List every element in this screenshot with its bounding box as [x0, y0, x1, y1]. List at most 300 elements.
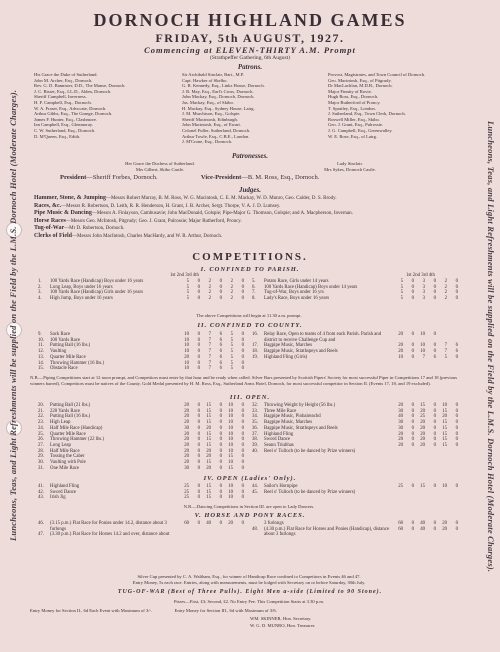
prize-value: 6	[219, 343, 222, 349]
prize-value: 2	[208, 290, 211, 296]
prize-value: 60	[398, 526, 403, 532]
prize-value: 0	[197, 414, 200, 420]
patron-name: D. M'Queen, Esq., Edith.	[34, 133, 81, 139]
section-5-note-2: Entry Money, 5s each race. Entries, along with measurements, must be lodged with Secretary on or before Saturday, 30th July.	[132, 580, 366, 585]
prize-value: 10	[228, 437, 233, 443]
prize-value: 0	[241, 290, 244, 296]
prize-value: 0	[433, 279, 436, 284]
prize-value: 15	[206, 420, 211, 426]
prize-value: 3	[422, 284, 425, 290]
event-prizes	[392, 490, 458, 496]
patron-name: J. C. Bisset, Esq., LL.D., Alden, Dornoch.	[34, 88, 112, 94]
prize-value: 0	[241, 495, 244, 501]
patron-name: J. G. Campbell, Esq., Greenwalley.	[328, 127, 393, 133]
prize-value: 0	[219, 454, 222, 460]
event-row	[252, 332, 464, 343]
prize-value: 0	[455, 521, 458, 526]
event-number: 23.	[38, 420, 44, 426]
event-name: Tossing the Caber	[50, 454, 85, 460]
prize-value: 7	[444, 343, 447, 349]
prize-value: 0	[219, 425, 222, 431]
judge-line	[34, 203, 466, 211]
prize-value: 5	[186, 284, 189, 290]
prize-value: 0	[455, 403, 458, 408]
prize-value: 30	[184, 465, 189, 471]
event-row	[38, 296, 250, 302]
patron-name: T. Spratley, Esq., London.	[328, 105, 376, 111]
event-name: 100 Yards Race (Handicap) Boys under 16 years	[50, 279, 144, 284]
prize-value: 0	[241, 366, 244, 372]
hon-treasurer: W. G. D. MUNRO, Hon. Treasurer.	[250, 623, 316, 628]
patroness-1: Her Grace the Duchess of Sutherland.	[125, 161, 195, 166]
event-name: High Leap	[50, 420, 71, 426]
prize-value: 15	[420, 484, 425, 489]
patron-name: Sheriff Macintosh, Edinburgh.	[182, 116, 238, 122]
judge-line	[34, 210, 466, 218]
prize-value: 0	[219, 460, 222, 466]
event-number: 20.	[38, 403, 44, 408]
event-row	[38, 495, 250, 501]
prize-value: 15	[442, 425, 447, 431]
prize-value: 6	[219, 366, 222, 372]
event-number: 38.	[252, 437, 258, 443]
prize-value: 0	[433, 296, 436, 302]
event-date: FRIDAY, 5th AUGUST, 1927.	[155, 31, 345, 45]
prize-value: 0	[433, 484, 436, 489]
patron-name: John Macintosh, Esq., of Ewart.	[182, 122, 241, 128]
prize-value: 2	[230, 296, 233, 302]
event-name: Highland Fling	[264, 431, 294, 437]
prize-head-left: 1st 2nd 3rd 4th	[170, 273, 199, 278]
event-number: 45.	[252, 489, 258, 495]
prize-value: 20	[184, 354, 189, 360]
patron-name: Geo. J. Grant, Esq., Pulrossie.	[328, 122, 384, 128]
prize-value: 10	[228, 484, 233, 489]
patron-name: Dr MacLachlan, M.D.B., Dornoch.	[328, 83, 393, 89]
prize-value: 6	[455, 343, 458, 349]
event-row	[38, 532, 250, 538]
prize-value: 0	[241, 425, 244, 431]
event-number: 6.	[252, 284, 256, 290]
prize-value: 20	[420, 437, 425, 443]
patron-name: Major Finnity of Rovie.	[328, 88, 372, 94]
prize-value: 5	[400, 284, 403, 290]
prize-value: 3	[422, 290, 425, 296]
prize-value: 10	[442, 403, 447, 408]
prize-value: 0	[411, 343, 414, 349]
prize-value: 15	[442, 408, 447, 414]
event-name: Bagpipe Music, Marches	[264, 420, 313, 426]
event-name: Three Mile Race	[264, 408, 297, 414]
vice-president-name: —B. M. Ross, Esq., Dornoch.	[241, 174, 320, 181]
prize-value: 20	[184, 414, 189, 420]
event-prizes	[178, 521, 244, 532]
prize-value: 0	[197, 349, 200, 355]
patron-name: Hugh Ross, Esq., Dornoch.	[328, 94, 379, 100]
prize-value: 0	[433, 343, 436, 349]
prize-value: 15	[206, 414, 211, 420]
prize-value: 0	[241, 332, 244, 337]
prize-value: 0	[197, 290, 200, 296]
prize-value: 0	[241, 408, 244, 414]
prize-value: 10	[228, 489, 233, 495]
prize-value: 20	[184, 448, 189, 454]
prize-value: 0	[241, 420, 244, 426]
prize-value: 10	[228, 431, 233, 437]
prize-value: 0	[241, 349, 244, 355]
event-name: Half Mile Race (Handicap)	[50, 425, 103, 431]
event-number: 2.	[38, 284, 42, 290]
prize-value: 7	[208, 366, 211, 372]
event-number: 39.	[252, 442, 258, 448]
patron-name: Arthur Gibbs, Esq., The Grange, Dornoch.	[34, 111, 113, 117]
event-number: 26.	[38, 437, 44, 443]
prize-value: 15	[206, 442, 211, 448]
judge-category: Pipe Music & Dancing	[34, 210, 92, 216]
prize-value: 0	[219, 437, 222, 443]
prize-value: 0	[455, 354, 458, 360]
event-row	[252, 449, 464, 455]
prize-value: 0	[197, 296, 200, 302]
event-row	[252, 490, 464, 496]
patron-name: His Grace the Duke of Sutherland.	[34, 72, 98, 77]
prize-value: 20	[398, 403, 403, 408]
event-row	[38, 366, 250, 372]
prize-value: 7	[444, 349, 447, 355]
event-prizes	[392, 296, 458, 302]
side-note-right: Luncheons, Teas, and Light Refreshments will be supplied on the Field by the L.M.S. Dornoch Hotel (Moderate Charges).	[486, 121, 496, 573]
prize-value: 0	[219, 414, 222, 420]
judge-category: Clerks of Field	[34, 232, 72, 239]
prize-value: 0	[411, 354, 414, 360]
prize-value: 10	[228, 425, 233, 431]
president-label: President	[60, 174, 87, 181]
patron-name: Sir Archibald Sinclair, Bart., M.P.	[182, 72, 244, 77]
prize-value: 20	[398, 437, 403, 443]
prize-value: 5	[400, 296, 403, 302]
prize-value: 20	[442, 414, 447, 420]
prize-value: 2	[444, 284, 447, 290]
event-number: 5.	[252, 279, 256, 284]
prize-value: 10	[228, 420, 233, 426]
event-prizes	[392, 449, 458, 455]
prize-value: 6	[219, 360, 222, 366]
prize-value: 40	[398, 414, 403, 420]
prize-value: 10	[228, 408, 233, 414]
judges-heading: Judges.	[239, 186, 261, 194]
patrons-col-2	[182, 72, 320, 145]
prize-value: 0	[433, 437, 436, 443]
prize-value: 10	[184, 366, 189, 372]
patroness-4: Mrs Sykes, Dornoch Castle.	[324, 166, 376, 172]
prize-value: 0	[241, 489, 244, 495]
event-number: 29.	[38, 454, 44, 460]
patron-name: G. R. Kennedy, Esq., Links House, Dornoch.	[182, 83, 265, 89]
prize-value: 0	[433, 431, 436, 437]
prize-value: 2	[444, 290, 447, 296]
prize-value: 15	[228, 465, 233, 471]
event-name: 3 furlongs	[264, 521, 284, 526]
prize-value: 15	[206, 437, 211, 443]
section-1-note: The above Competitions will begin at 11.30 a.m. prompt.	[196, 313, 302, 318]
event-name: Highland Fling (Girls)	[264, 354, 308, 360]
patron-name: J. M. Murchison, Esq., Golspie.	[182, 111, 241, 117]
event-prizes	[178, 466, 244, 472]
prize-value: 2	[208, 296, 211, 302]
page-title: DORNOCH HIGHLAND GAMES	[93, 10, 407, 30]
prize-value: 15	[442, 431, 447, 437]
event-name: One Mile Race	[50, 465, 80, 471]
event-number: 48.	[252, 526, 258, 532]
event-number: 41.	[38, 484, 44, 489]
prize-value: 15	[206, 495, 211, 501]
prize-value: 0	[241, 431, 244, 437]
prize-value: 0	[455, 290, 458, 296]
prize-value: 7	[208, 354, 211, 360]
prize-value: 0	[197, 360, 200, 366]
prize-value: 0	[197, 442, 200, 448]
prize-value: 7	[208, 332, 211, 337]
patron-name: Arthur Towle, Esq., C.B.E., London.	[182, 133, 250, 139]
section-5-right	[252, 521, 464, 538]
hon-secretary: WM. SKINNER, Hon. Secretary.	[250, 616, 312, 621]
prize-value: 5	[230, 332, 233, 337]
event-number: 43.	[38, 495, 44, 501]
prize-value: 0	[241, 284, 244, 290]
prize-value: 0	[197, 337, 200, 343]
patrons-col-1	[34, 72, 172, 139]
event-number: 47.	[38, 532, 44, 538]
prize-value: 25	[184, 489, 189, 495]
prize-value: 2	[230, 279, 233, 284]
judge-names: —Messrs A. Finlayson, Cambusavie; John MacDonald, Golspie; Pipe-Major G. Thomson, Golspie; and A. Macpherson, Invernan.	[91, 211, 353, 216]
prize-value: 0	[411, 408, 414, 414]
prize-value: 5	[400, 290, 403, 296]
prize-value: 0	[219, 284, 222, 290]
prize-value: 10	[228, 414, 233, 420]
prize-value: 0	[241, 521, 244, 526]
judge-category: Tug-of-War	[34, 225, 65, 231]
prize-value: 0	[219, 521, 222, 526]
event-number: 17.	[252, 343, 258, 349]
prize-value: 0	[197, 431, 200, 437]
section-4-heading: IV. OPEN (Ladies' Only).	[203, 475, 297, 482]
prize-value: 0	[219, 484, 222, 489]
prize-value: 60	[184, 521, 189, 526]
prize-value: 3	[422, 279, 425, 284]
patron-name: W. E. Rose, Esq., of Lairg.	[328, 133, 378, 139]
prize-value: 0	[411, 296, 414, 302]
officers	[60, 174, 460, 181]
prize-value: 0	[411, 442, 414, 448]
prize-value: 2	[208, 284, 211, 290]
prize-value: 10	[184, 349, 189, 355]
event-number: 14.	[38, 360, 44, 366]
prize-value: 10	[420, 349, 425, 355]
event-prizes	[178, 366, 244, 372]
event-name: Quarter Mile Race	[50, 431, 86, 437]
prize-value: 0	[411, 425, 414, 431]
event-number: 36.	[252, 425, 258, 431]
event-name: Throwing Hammer (22 lbs.)	[50, 437, 105, 443]
event-name: Obstacle Race	[50, 366, 78, 372]
event-name: Tug-of-War, Boys under 16 yrs	[264, 290, 324, 296]
prize-value: 0	[241, 442, 244, 448]
event-row	[252, 296, 464, 302]
prize-value: 0	[411, 349, 414, 355]
vice-president-label: Vice-President	[200, 174, 242, 181]
prize-value: 5	[444, 354, 447, 360]
prize-value: 0	[241, 337, 244, 343]
event-row	[38, 466, 250, 472]
section-3-left	[38, 403, 250, 471]
prize-value: 30	[398, 408, 403, 414]
event-number: 25.	[38, 431, 44, 437]
prize-value: 5	[186, 290, 189, 296]
event-number: 31.	[38, 465, 44, 471]
prize-value: 40	[420, 521, 425, 526]
event-name: Putting Ball (21 lbs.)	[50, 403, 91, 408]
prize-value: 7	[208, 349, 211, 355]
prize-value: 20	[398, 349, 403, 355]
patron-name: H. F. Campbell, Esq., Dornoch.	[34, 99, 92, 105]
prize-value: 7	[208, 337, 211, 343]
prize-value: 0	[433, 521, 436, 526]
event-number: 34.	[252, 414, 258, 420]
event-number: 42.	[38, 489, 44, 495]
prize-value: 6	[219, 332, 222, 337]
prize-value: 5	[400, 279, 403, 284]
prize-value: 15	[206, 489, 211, 495]
prize-value: 0	[433, 408, 436, 414]
prize-value: 10	[184, 343, 189, 349]
patronesses-left	[60, 161, 260, 172]
prize-value: 40	[420, 526, 425, 532]
prize-value: 0	[219, 290, 222, 296]
event-name: Reel o' Tulloch (to be danced by Prize winners)	[264, 448, 356, 454]
event-prizes	[178, 495, 244, 501]
prize-value: 0	[197, 484, 200, 489]
prize-value: 5	[230, 343, 233, 349]
prize-value: 15	[206, 431, 211, 437]
prize-value: 15	[442, 420, 447, 426]
prize-value: 20	[184, 408, 189, 414]
prize-value: 10	[184, 360, 189, 366]
prize-value: 0	[197, 495, 200, 501]
prize-value: 5	[230, 366, 233, 372]
event-number: 33.	[252, 408, 258, 414]
judge-line	[34, 195, 466, 203]
event-number: 44.	[252, 484, 258, 489]
event-number: 9.	[38, 332, 42, 337]
prize-value: 0	[197, 489, 200, 495]
event-prizes	[178, 532, 244, 538]
prize-value: 0	[433, 332, 436, 337]
patrons-heading: Patrons.	[237, 63, 263, 71]
event-name: Sack Race	[50, 332, 71, 337]
prize-value: 6	[433, 354, 436, 360]
prize-value: 10	[228, 495, 233, 501]
section-4-left	[38, 484, 250, 501]
prize-value: 2	[230, 290, 233, 296]
prize-value: 0	[241, 360, 244, 366]
event-name: Half Mile Race	[50, 448, 80, 454]
prize-value: 0	[197, 408, 200, 414]
prize-value: 20	[442, 526, 447, 532]
prize-value: 0	[241, 437, 244, 443]
prize-value: 5	[230, 349, 233, 355]
event-number: 7.	[252, 290, 256, 296]
prize-value: 0	[219, 296, 222, 302]
event-number: 21.	[38, 408, 44, 414]
event-name: Relay Race, Open to teams of 4 from each Parish. Parish and district to receive Challenge Cup and	[264, 332, 382, 343]
event-name: 220 Yards Race	[50, 408, 80, 414]
event-number: 30.	[38, 460, 44, 466]
prize-value: 0	[197, 403, 200, 408]
event-name: Reel o' Tulloch (to be danced by Prize winners)	[264, 489, 356, 495]
prize-value: 6	[219, 337, 222, 343]
prize-value: 0	[219, 465, 222, 471]
event-number: 27.	[38, 442, 44, 448]
prize-value: 0	[455, 279, 458, 284]
prize-value: 0	[411, 290, 414, 296]
event-name: Vaulting	[50, 349, 67, 355]
event-name: Throwing Hammer (16 lbs.)	[50, 360, 105, 366]
prize-value: 20	[420, 408, 425, 414]
section-5-note-1: Silver Cup presented by C. A. Waltham, Esq., for winner of Handicap Race confined to Competitors in Events 46 and 47.	[137, 574, 361, 579]
tug-of-war-heading: TUG-OF-WAR (Best of Three Pulls). Eight Men a-side (Limited to 90 Stone).	[117, 589, 383, 595]
prize-value: 0	[411, 279, 414, 284]
section-2-right	[252, 332, 464, 361]
prize-value: 20	[184, 460, 189, 466]
patrons-col-3	[328, 72, 466, 139]
prize-value: 20	[420, 425, 425, 431]
prize-value: 0	[455, 414, 458, 420]
prize-value: 10	[420, 343, 425, 349]
prize-value: 30	[398, 425, 403, 431]
prize-value: 20	[398, 442, 403, 448]
prize-value: 0	[411, 526, 414, 532]
prize-value: 20	[184, 431, 189, 437]
prize-value: 5	[186, 279, 189, 284]
prize-value: 10	[228, 448, 233, 454]
prize-value: 20	[206, 425, 211, 431]
prize-value: 0	[197, 521, 200, 526]
event-number: 22.	[38, 414, 44, 420]
prize-value: 10	[184, 337, 189, 343]
prize-value: 20	[184, 403, 189, 408]
prize-value: 0	[433, 414, 436, 420]
event-name: Sword Dance	[264, 437, 290, 443]
prize-value: 7	[422, 354, 425, 360]
prize-value: 0	[197, 284, 200, 290]
prize-value: 2	[444, 279, 447, 284]
event-prizes	[392, 355, 458, 361]
patron-name: Ian Campbell, Esq., Glenmoray.	[34, 122, 94, 128]
prize-value: 0	[455, 296, 458, 302]
event-number: 3.	[38, 290, 42, 296]
prize-value: 0	[241, 279, 244, 284]
prize-value: 0	[219, 495, 222, 501]
event-name: (4.30 p.m.) Flat Race for Horses and Ponies (Handicap), distance about 3 furlongs	[264, 526, 390, 538]
prize-value: 0	[455, 431, 458, 437]
prize-value: 6	[455, 349, 458, 355]
patron-name: Rev. G. D. Bannister, D.D., The Manse, Dornoch.	[34, 83, 126, 89]
section-4-note: N.B.—Dancing Competitions in Section III. are open to Lady Dancers.	[183, 504, 315, 509]
prize-value: 0	[241, 414, 244, 420]
prize-value: 0	[197, 454, 200, 460]
prize-value: 2	[444, 296, 447, 302]
